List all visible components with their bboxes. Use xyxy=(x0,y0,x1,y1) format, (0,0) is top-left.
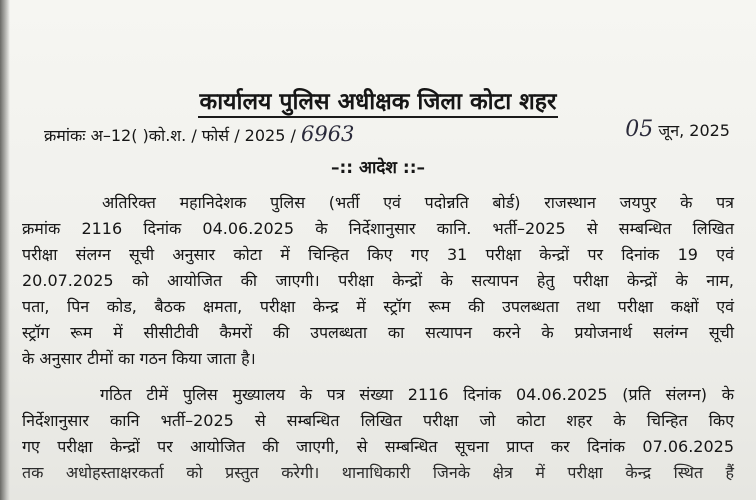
paragraph-1 xyxy=(22,190,734,372)
order-heading: –:: आदेश ::– xyxy=(331,158,425,178)
reference-line xyxy=(44,122,354,146)
paragraph-line: गए परीक्षा केन्द्रों पर आयोजित की जाएगी, से सम्बन्धित सूचना प्राप्त कर दिनांक 07.06.2025 xyxy=(22,437,734,456)
paragraph-line: के अनुसार टीमों का गठन किया जाता है। xyxy=(22,349,256,368)
reference-prefix: क्रमांकः अ–12( )को.श. / फोर्स / 2025 / xyxy=(44,126,296,145)
scan-edge-shadow xyxy=(0,0,10,500)
paragraph-line: 20.07.2025 को आयोजित की जाएगी। परीक्षा केन्द्रों के सत्यापन हेतु परीक्षा केन्द्रों के नाम, xyxy=(22,271,734,290)
paragraph-2 xyxy=(22,382,734,486)
paragraph-line: पता, पिन कोड, बैठक क्षमता, परीक्षा केन्द्र में स्ट्रॉग रूम की उपलब्धता तथा परीक्षा कक्षों एवं xyxy=(22,297,734,316)
handwritten-date-day: 05 xyxy=(625,117,654,142)
letter-body xyxy=(22,190,734,486)
paragraph-line: तक अधोहस्ताक्षरकर्ता को प्रस्तुत करेगी। थानाधिकारी जिनके क्षेत्र में परीक्षा केन्द्र स्थित हैं xyxy=(22,463,734,482)
handwritten-reference-number: 6963 xyxy=(300,122,355,146)
paragraph-line: निर्देशानुसार कानि भर्ती–2025 से सम्बन्धित लिखित परीक्षा जो कोटा शहर के चिन्हित किए xyxy=(22,411,734,430)
office-title: कार्यालय पुलिस अधीक्षक जिला कोटा शहर xyxy=(0,84,756,116)
paragraph-line: स्ट्रॉग रूम में सीसीटीवी कैमरों की उपलब्धता का सत्यापन करने के प्रयोजनार्थ सलंग्न सूची xyxy=(22,323,734,342)
date-month-year: जून, 2025 xyxy=(658,121,730,140)
paragraph-line: परीक्षा संलग्न सूची अनुसार कोटा में चिन्हित किए गए 31 परीक्षा केन्द्रों पर दिनांक 19 एवं xyxy=(22,245,734,264)
paragraph-line: क्रमांक 2116 दिनांक 04.06.2025 के निर्देशानुसार कानि. भर्ती–2025 से सम्बन्धित लिखित xyxy=(22,219,734,238)
date-line xyxy=(625,117,730,142)
paragraph-line: गठित टीमें पुलिस मुख्यालय के पत्र संख्या 2116 दिनांक 04.06.2025 (प्रति संलग्न) के xyxy=(100,385,734,404)
paragraph-line: अतिरिक्त महानिदेशक पुलिस (भर्ती एवं पदोन्नति बोर्ड) राजस्थान जयपुर के पत्र xyxy=(102,193,734,212)
